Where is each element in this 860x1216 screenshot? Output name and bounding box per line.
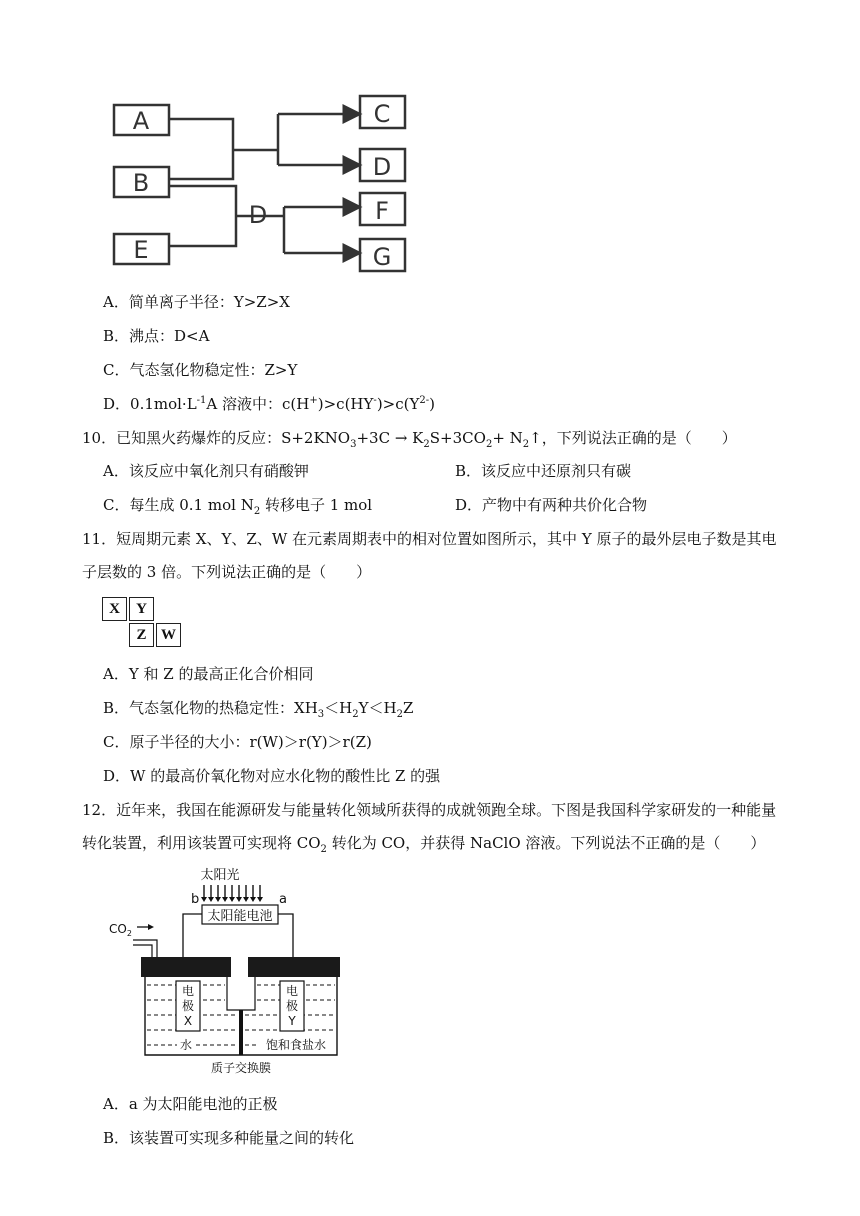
water-label: 水 [179, 1038, 193, 1052]
svg-text:极: 极 [285, 999, 299, 1013]
q11-option-d: D．W 的最高价氧化物对应水化物的酸性比 Z 的强 [103, 767, 441, 785]
node-g-label: G [372, 243, 392, 271]
flow-diagram [108, 90, 418, 275]
middle-label-d: D [248, 201, 268, 229]
svg-text:电: 电 [285, 984, 299, 998]
q10-option-d: D．产物中有两种共价化合物 [455, 496, 648, 514]
q9-option-d: D．$0.1mol\cdot L^{-1}A$ 溶液中：$c(H^+)>c(HY^-)>c(Y^{2-})$ [103, 395, 435, 413]
q12-option-b: B．该装置可实现多种能量之间的转化 [103, 1129, 355, 1147]
svg-text:X: X [183, 1014, 193, 1028]
electrolysis-apparatus [105, 865, 355, 1080]
cell-x: X [102, 597, 127, 621]
node-b-label: B [132, 169, 150, 197]
sunlight-label: 太阳光 [200, 868, 240, 883]
left-lid [141, 957, 231, 977]
node-c-label: C [373, 100, 391, 128]
q10-option-b: B．该反应中还原剂只有碳 [455, 462, 632, 480]
node-a-label: A [132, 107, 150, 135]
q11-option-a: A．Y 和 Z 的最高正化合价相同 [103, 665, 314, 683]
q12-stem-line2: 转化装置，利用该装置可实现将 $CO_2$ 转化为 CO，并获得 NaClO 溶液。下列说法不正确的是（ ） [82, 834, 766, 855]
solar-cell-label: 太阳能电池 [207, 909, 273, 924]
cell-z: Z [129, 623, 154, 647]
terminal-a-label: a [279, 892, 287, 907]
membrane-label: 质子交换膜 [210, 1061, 272, 1075]
q9-option-b: B．沸点：D<A [103, 327, 210, 345]
right-lid [248, 957, 340, 977]
svg-text:Y: Y [288, 1014, 296, 1028]
node-d-label: D [372, 153, 392, 181]
brine-label: 饱和食盐水 [265, 1038, 327, 1052]
cell-y: Y [129, 597, 154, 621]
node-f-label: F [375, 197, 389, 225]
proton-exchange-membrane [239, 1010, 243, 1055]
q12-stem-line1: 12．近年来，我国在能源研发与能量转化领域所获得的成就领跑全球。下图是我国科学家研发的一种能量 [82, 801, 777, 819]
svg-text:极: 极 [181, 999, 195, 1013]
q10-option-c: C．每生成 0.1 mol $N_2$ 转移电子 1 mol [103, 496, 373, 517]
co2-label: $CO_2$ [109, 922, 132, 938]
q11-option-c: C．原子半径的大小：r(W)＞r(Y)＞r(Z) [103, 733, 372, 751]
svg-text:电: 电 [181, 984, 195, 998]
q11-option-b: B．气态氢化物的热稳定性：$XH_3<H_2Y<H_2Z$ [103, 699, 414, 720]
terminal-b-label: b [191, 892, 200, 907]
q10-stem: 10．已知黑火药爆炸的反应：$S+2KNO_3+3C \to K_2S+3CO_2+$ $N_2↑$，下列说法正确的是（ ） [82, 429, 737, 450]
node-e-label: E [133, 236, 149, 264]
q9-option-c: C．气态氢化物稳定性：Z>Y [103, 361, 298, 379]
cell-w: W [156, 623, 181, 647]
q9-option-a: A．简单离子半径：Y>Z>X [103, 293, 290, 311]
q12-option-a: A．a 为太阳能电池的正极 [103, 1095, 278, 1113]
q10-option-a: A．该反应中氧化剂只有硝酸钾 [103, 462, 309, 480]
q11-stem-line2: 子层数的 3 倍。下列说法正确的是（ ） [82, 563, 372, 581]
q11-stem-line1: 11．短周期元素 X、Y、Z、W 在元素周期表中的相对位置如图所示，其中 Y 原子的最外层电子数是其电 [82, 530, 777, 548]
